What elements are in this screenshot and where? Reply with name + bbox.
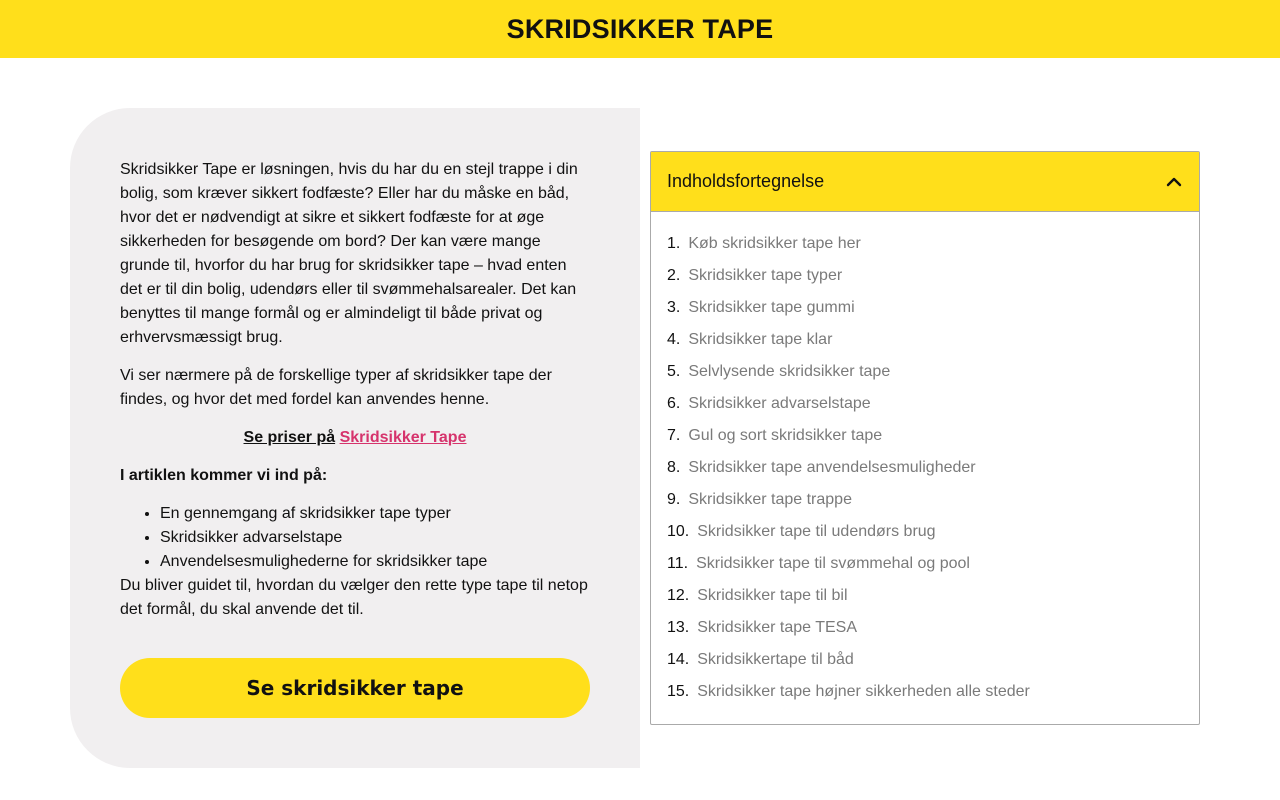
toc-item-number: 10. bbox=[667, 523, 690, 540]
toc-link[interactable]: Skridsikker tape anvendelsesmuligheder bbox=[688, 459, 976, 476]
toc-item-number: 15. bbox=[667, 683, 690, 700]
bullet-item: • Anvendelsesmulighederne for skridsikker tape bbox=[160, 550, 590, 574]
toc-item-number: 12. bbox=[667, 587, 690, 604]
toc-item-number: 13. bbox=[667, 619, 690, 636]
intro-paragraph-3: Du bliver guidet til, hvordan du vælger den rette type tape til netop det formål, du skal anvende det til. bbox=[120, 577, 588, 618]
see-tape-button[interactable]: Se skridsikker tape bbox=[120, 658, 590, 718]
toc-link[interactable]: Skridsikker tape klar bbox=[688, 331, 833, 348]
price-link[interactable]: Skridsikker Tape bbox=[339, 429, 467, 446]
toc-item-number: 3. bbox=[667, 299, 681, 316]
toc-item bbox=[667, 580, 1183, 612]
toc-link[interactable]: Skridsikker tape højner sikkerheden alle steder bbox=[697, 683, 1030, 700]
toc-link[interactable]: Gul og sort skridsikker tape bbox=[688, 427, 883, 444]
site-header bbox=[0, 0, 1280, 58]
toc-link[interactable]: Selvlysende skridsikker tape bbox=[688, 363, 891, 380]
intro-card bbox=[70, 108, 640, 768]
toc-item bbox=[667, 644, 1183, 676]
toc-link[interactable]: Køb skridsikker tape her bbox=[688, 235, 861, 252]
intro-paragraph-2: Vi ser nærmere på de forskellige typer af skridsikker tape der findes, og hvor det med fordel kan anvendes henne. bbox=[120, 367, 552, 408]
toc-link[interactable]: Skridsikkertape til båd bbox=[697, 651, 854, 668]
table-of-contents bbox=[650, 151, 1200, 725]
toc-item-number: 2. bbox=[667, 267, 681, 284]
toc-link[interactable]: Skridsikker tape til udendørs brug bbox=[697, 523, 936, 540]
toc-link[interactable]: Skridsikker tape trappe bbox=[688, 491, 852, 508]
price-line bbox=[120, 426, 590, 450]
toc-item bbox=[667, 612, 1183, 644]
toc-link[interactable]: Skridsikker advarselstape bbox=[688, 395, 871, 412]
toc-item-number: 6. bbox=[667, 395, 681, 412]
chevron-up-icon[interactable] bbox=[1165, 173, 1183, 191]
toc-item-number: 11. bbox=[667, 555, 689, 572]
toc-link[interactable]: Skridsikker tape gummi bbox=[688, 299, 855, 316]
toc-item-number: 9. bbox=[667, 491, 681, 508]
toc-item bbox=[667, 292, 1183, 324]
toc-item-number: 14. bbox=[667, 651, 690, 668]
article-bullet-list bbox=[160, 502, 590, 574]
toc-item bbox=[667, 388, 1183, 420]
toc-item bbox=[667, 676, 1183, 708]
toc-item bbox=[667, 452, 1183, 484]
toc-header-toggle[interactable] bbox=[651, 152, 1199, 212]
toc-link[interactable]: Skridsikker tape TESA bbox=[697, 619, 858, 636]
toc-item bbox=[667, 324, 1183, 356]
toc-item bbox=[667, 420, 1183, 452]
toc-item bbox=[667, 548, 1183, 580]
toc-title: Indholdsfortegnelse bbox=[667, 171, 825, 191]
toc-link[interactable]: Skridsikker tape til bil bbox=[697, 587, 848, 604]
toc-item bbox=[667, 260, 1183, 292]
toc-item bbox=[667, 484, 1183, 516]
intro-paragraph-1: Skridsikker Tape er løsningen, hvis du har du en stejl trappe i din bolig, som kræver sikkert fodfæste? Eller har du måske en båd, hvor det er nødvendigt at sikre et sikkert fodfæste for at øge sikkerheden for besøgende om bord? Der kan være mange grunde til, hvorfor du har brug for skridsikker tape – hvad enten det er til din bolig, udendørs eller til svømmehalsarealer. Det kan benyttes til mange formål og er almindeligt til både privat og erhvervsmæssigt brug. bbox=[120, 161, 578, 346]
toc-item-number: 7. bbox=[667, 427, 681, 444]
toc-item-number: 5. bbox=[667, 363, 681, 380]
price-lead-text: Se priser på bbox=[243, 429, 336, 446]
toc-item-number: 8. bbox=[667, 459, 681, 476]
toc-list bbox=[651, 212, 1199, 708]
toc-item bbox=[667, 228, 1183, 260]
toc-link[interactable]: Skridsikker tape til svømmehal og pool bbox=[696, 555, 970, 572]
toc-item-number: 4. bbox=[667, 331, 681, 348]
toc-item-number: 1. bbox=[667, 235, 681, 252]
bullet-item: • En gennemgang af skridsikker tape typer bbox=[160, 502, 590, 526]
intro-content bbox=[120, 158, 590, 636]
bullet-item: • Skridsikker advarselstape bbox=[160, 526, 590, 550]
toc-item bbox=[667, 516, 1183, 548]
toc-link[interactable]: Skridsikker tape typer bbox=[688, 267, 843, 284]
page-title: SKRIDSIKKER TAPE bbox=[506, 13, 774, 44]
article-heading: I artiklen kommer vi ind på: bbox=[120, 467, 328, 484]
toc-item bbox=[667, 356, 1183, 388]
